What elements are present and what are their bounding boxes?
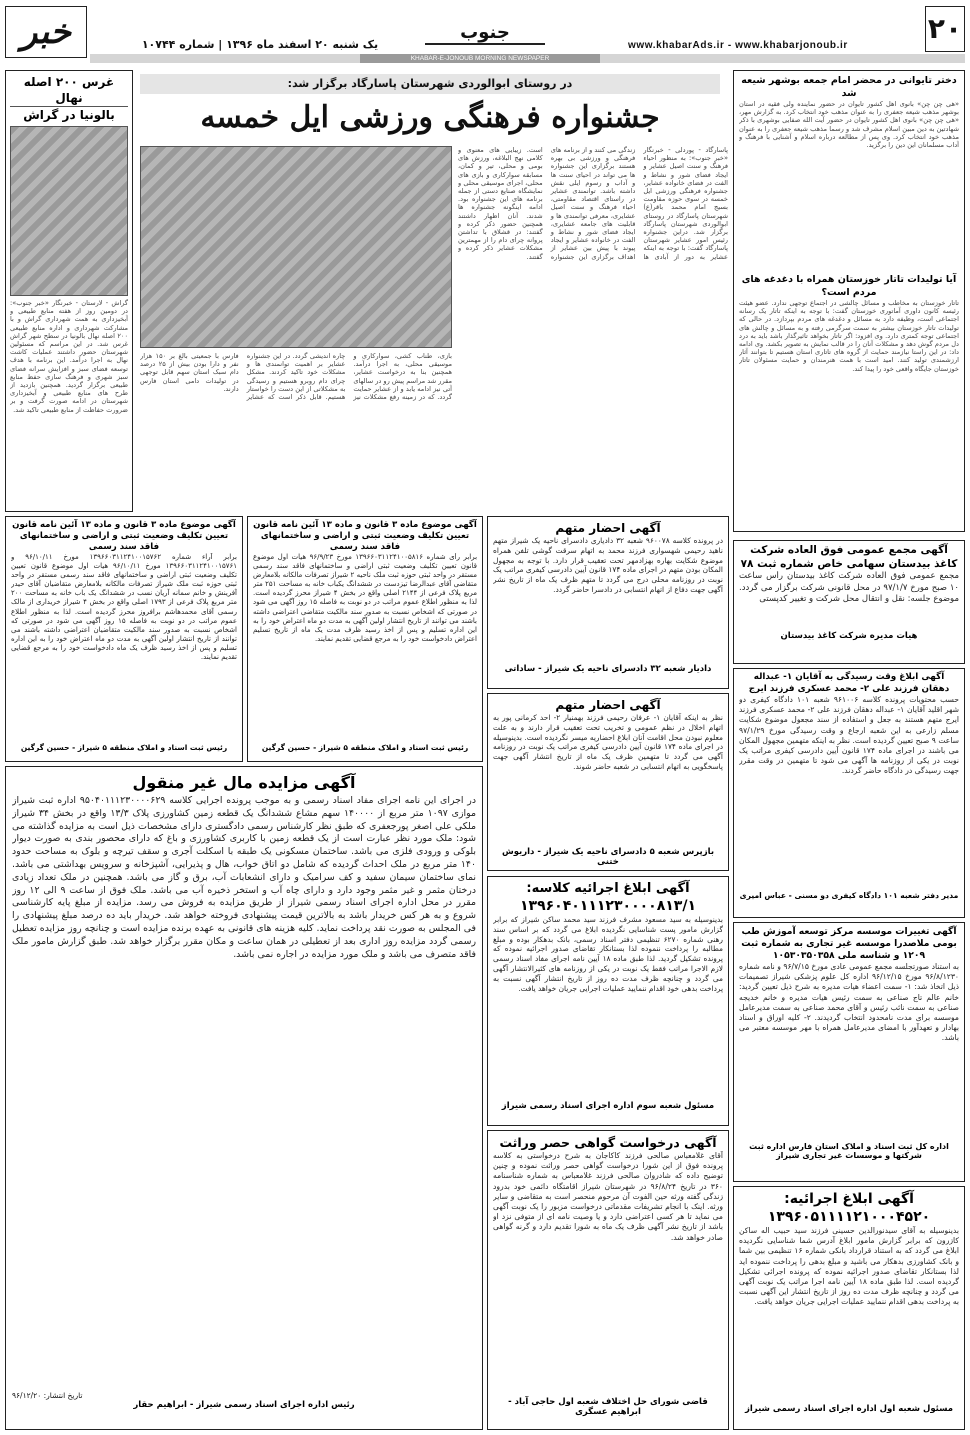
- law2-body: برابر آراء شماره ۱۳۹۶۶۰۳۱۱۲۴۱۰۰۱۵۷۶۲ مورخ ۹۶/۱۰/۱۱ و ۱۳۹۶۶۰۳۱۱۲۴۱۰۰۱۵۷۶۱ مورخ ۹۶/۱۰/۱۱ هیات اول موضوع قانون تعیین تکلیف وضعیت ثبتی اراضی و ساختمانهای فاقد سند رسمی مستقر در واحد ثبتی حوزه ثبت ملک شیراز تصرفات مالکانه بلامعارض متقاضیان آقای حیدر آفرینش و خانم سمانه آریان نسب در ششدانگ یک باب خانه به مساحت ۲۰۰ متر مربع پلاک فرعی از ۱۷۹۳ اصلی واقع در بخش ۴ شیراز خریداری از مالک رسمی آقای محمدهاشم برافروز محرز گردیده است. لذا به منظور اطلاع عموم مراتب در دو نوبت به فاصله ۱۵ روز آگهی می شود در صورتی که اشخاص نسبت به صدور سند مالکیت متقاضیان اعتراضی داشته باشند می توانند از تاریخ انتشار اولین آگهی به مدت دو ماه اعتراض خود را به این اداره تسلیم و پس از اخذ رسید ظرف یک ماه دادخواست خود را به مرجع قضایی تقدیم نمایند.: [11, 553, 237, 662]
- article-title-saplings: غرس ۲۰۰ اصله نهال: [10, 74, 128, 107]
- masthead-subtitle: KHABAR-E-JONOUB MORNING NEWSPAPER: [360, 54, 600, 63]
- auction-signature: رئیس اداره اجرای اسناد رسمی شیراز - ابراهیم حقار: [133, 1400, 355, 1410]
- summons2-signature: بازپرس شعبه ۵ دادسرای ناحیه یک شیراز - داریوش ختنی: [501, 847, 715, 867]
- land-registry-ad-2: [5, 516, 243, 762]
- institute-changes-signature: اداره کل ثبت اسناد و املاک استان فارس اداره ثبت شرکتها و موسسات غیر تجاری شیراز: [749, 1142, 949, 1160]
- institute-changes-title: آگهی تغییرات موسسه مرکز توسعه آموزش طب بومی ملاصدرا موسسه غیر تجاری به شماره ثبت ۱۲۰۹ و شناسه ملی ۱۰۵۳۰۳۵۰۳۵۸: [741, 926, 957, 961]
- newspaper-logo: خبر: [20, 12, 72, 52]
- law2-title: آگهی موضوع ماده ۳ قانون و ماده ۱۳ آئین نامه قانون تعیین تکلیف وضعیت ثبتی و اراضی و ساختمانهای فاقد سند رسمی: [12, 520, 236, 552]
- inheritance-body: آقای غلامعباس صالحی فرزند کاکاجان به شرح درخواستی به کلاسه پرونده فوق از این شورا درخواست گواهی حصر وراثت نموده و چنین توضیح داده که شادروان صالحی فرزند غلامعباس به شماره شناسنامه ۳۶۰ در تاریخ ۹۶/۸/۲۴ در شهرستان شیراز اقامتگاه دائمی خود بدرود زندگی گفته ورثه حین الفوت آن مرحوم منحصر است به متقاضی و سایر ورثه. اینک با انجام تشریفات مقدماتی درخواست مزبور را یک نوبت آگهی می نماید تا هر کسی اعتراضی دارد و یا وصیت نامه ای از متوفی نزد او باشد از تاریخ نشر آگهی ظرف یک ماه به شورا تقدیم دارد و گرنه گواهی صادر خواهد شد.: [493, 1151, 723, 1242]
- left-news-box: [5, 70, 133, 512]
- article-title-taiwan: دختر تایوانی در محضر امام جمعه بوشهر شیعه شد: [741, 75, 957, 99]
- auction-title: آگهی مزایده مال غیر منقول: [132, 773, 356, 792]
- land-registry-ad-1: [247, 516, 483, 762]
- page-number: ۲۰: [927, 12, 963, 45]
- article-body-theater: تاتار خوزستان به مخاطب و مسائل چالشی در اجتماع توجهی ندارد. عضو هیئت رئیسه کانون داوری آماتوری خوزستان گفت: با توجه به اینکه تاتار یک رسانه اجتماعی است، وظیفه دارد به مسائل و دغدغه های مردم بپردازد. در حالی که تولیدات تاتار خوزستان بیشتر به سمت سرگرمی رفته و به مسائل و چالش های اجتماعی توجه کمتری دارد. وی افزود: اگر تاتار بخواهد تاثیرگذار باشد باید به درد دل مردم گوش دهد و مشکلات آنان را در قالب نمایش به تصویر بکشد. وی ادامه داد: در این راستا نیازمند حمایت از گروه های تاتاری استان هستیم تا بتوانند آثار ارزشمندی تولید کنند. امید است با همت هنرمندان و حمایت مسئولان تاتار خوزستان جایگاه واقعی خود را پیدا کند.: [739, 299, 959, 373]
- law2-signature: رئیس ثبت اسناد و املاک منطقه ۵ شیراز - حسین گرگین: [20, 743, 228, 752]
- main-article-body: پاسارگاد - پوردلی - خبرنگار «خبر جنوب»: به منظور احیاء فرهنگ و سنت اصیل عشایر و ایجاد فضای شور و نشاط و الفت در فضای خانواده عشایر، جشنواره فرهنگی ورزشی ایل خمسه در سوی حوزه مقاومت بسیج امام محمد باقر(ع) شهرستان پاسارگاد در روستای ابوالوردی شهرستان پاسارگاد برگزار شد. دراین جشنواره رئیس امور عشایر شهرستان پاسارگاد گفت: با توجه به اینکه عشایر به دور از آبادی ها زندگی می کنند و از برنامه های فرهنگی و ورزشی بی بهره هستند برگزاری این جشنواره ها می تواند در احیای سنت ها و آداب و رسوم ایلی نقش داشته باشد. توانمندی عشایر در راستای اقتصاد مقاومتی، احیاء فرهنگ و سنت اصیل عشایری، معرفی توانمندی ها و قابلیت های جامعه عشایری، ایجاد فضای شور و نشاط و الفت در خانواده عشایر و ایجاد پیوند با پیش بین عشایر از اهداف برگزاری این جشنواره است. زیبایی های معنوی و کلامی نهج البلاغه، ورزش های بومی و محلی، تیر و کمان، مسابقه سوارکاری و بازی های محلی، اجرای موسیقی محلی و نمایشگاه صنایع دستی از جمله برنامه های این جشنواره بود. ادامه اینگونه جشنواره ها شدند. آنان اظهار داشتند همچنین حضور ذکر کرده و گفتند: در قشلاق با تداشتن پروانه چرای دام را از مهمترین مشکلات عشایر ذکر کرده و گفتند.: [458, 146, 728, 261]
- law1-body: برابر رأی شماره ۱۳۹۶۶۰۳۱۱۲۴۱۰۰۵۸۱۶ مورخ ۹۶/۹/۲۳ هیات اول موضوع قانون تعیین تکلیف وضعیت ثبتی اراضی و ساختمانهای فاقد سند رسمی مستقر در واحد ثبتی حوزه ثبت ملک ناحیه ۲ شیراز تصرفات مالکانه بلامعارض متقاضی آقای عبدالرضا تیزدست در ششدانگ یکباب خانه به مساحت ۲۵۱ متر مربع پلاک فرعی از ۲۱۴۴ اصلی واقع در بخش ۴ شیراز محرز گردیده است. لذا به منظور اطلاع عموم مراتب در دو نوبت به فاصله ۱۵ روز آگهی می شود در صورتی که اشخاص نسبت به صدور سند مالکیت متقاضی اعتراضی داشته باشند می توانند از تاریخ انتشار اولین آگهی به مدت دو ماه اعتراض خود را به این اداره تسلیم و پس از اخذ رسید ظرف مدت یک ماه از تاریخ تسلیم اعتراض دادخواست خود را به مرجع قضایی تقدیم نمایند.: [253, 553, 477, 643]
- auction-date: تاریخ انتشار: ۹۶/۱۲/۲۰: [12, 1391, 83, 1400]
- article-body-saplings: گراش - لارستان - خبرنگار «خبر جنوب»: در دومین روز از هفته منابع طبیعی و آبخیزداری به همت شهرداری گراش و با مشارکت شهرداری و اداره منابع طبیعی ۲۰۰ اصله نهال بالونیا در سطح شهر گراش غرس شد. در این مراسم که مسئولین شهرستان حضور داشتند عملیات کاشت نهال به اجرا درآمد. این برنامه با هدف توسعه فضای سبز و افزایش سرانه فضای سبز شهری و فرهنگ سازی حفظ منابع طبیعی برگزار گردید. همچنین بازدید از طرح های منابع طبیعی و آبخیزداری شهرستان در ادامه صورت گرفت و بر ضرورت حفاظت از منابع طبیعی تاکید شد.: [10, 299, 128, 414]
- saplings-photo: [10, 126, 128, 296]
- execution-ad-2: [733, 1186, 965, 1430]
- hearing-notice-ad: [733, 668, 965, 918]
- summons2-title: آگهی احضار متهم: [555, 698, 661, 712]
- hearing-signature: مدیر دفتر شعبه ۱۰۱ دادگاه کیفری دو مسنی - عباس امیری: [739, 891, 959, 900]
- exec2-title: آگهی ابلاغ اجرائیه:: [784, 1191, 914, 1207]
- issue-date: یک شنبه ۲۰ اسفند ماه ۱۳۹۶ | شماره ۱۰۷۴۴: [141, 38, 379, 51]
- execution-ad-1: [487, 876, 729, 1126]
- exec1-number: ۱۳۹۶۰۴۰۱۱۱۲۳۰۰۰۰۸۱۳/۱: [519, 898, 696, 914]
- exec2-number: ۱۳۹۶۰۵۱۱۱۱۲۱۰۰۰۴۵۲۰: [767, 1209, 931, 1225]
- inheritance-title: آگهی درخواست گواهی حصر وراثت: [499, 1135, 717, 1150]
- inheritance-signature: قاضی شورای حل اختلاف شعبه اول حاجی آباد - ابراهیم عسگری: [508, 1397, 708, 1417]
- exec2-signature: مسئول شعبه اول اداره اجرای اسناد رسمی شیراز: [744, 1404, 954, 1414]
- summons1-body: در پرونده کلاسه ۹۶۰۰۷۸ شعبه ۳۲ دادیاری دادسرای ناحیه یک شیراز متهم ناهید رحیمی شهسواری فرزند محمد به اتهام سرقت گوشی تلفن همراه موضوع شکایت بهاره بهزادمهر تحت تعقیب قرار دارد. با توجه به مجهول المکان بودن متهم در اجرای ماده ۱۷۴ قانون آیین دادرسی کیفری مراتب یک نوبت در روزنامه محلی درج می گردد تا متهم ظرف یک ماه از تاریخ نشر آگهی جهت دفاع از اتهام انتسابی در دادسرا حاضر گردد.: [493, 536, 723, 594]
- exec1-body: بدینوسیله به سید مسعود مشرف فرزند سید محمد ساکن شیراز که برابر گزارش مامور پست شناسایی نگردیده ابلاغ می گردد که بر اساس سند رهنی شماره ۶۲۷۰ تنظیمی دفتر اسناد رسمی، بانک بدهکار بوده و مبلغ مطالبه را پرداخت ننموده لذا بستانکار تقاضای صدور اجرائیه نموده که پرونده تشکیل گردید. لذا طبق ماده ۱۸ آیین نامه اجرای مفاد اسناد رسمی لازم الاجرا مراتب فقط یک نوبت در یکی از روزنامه های کثیرالانتشار آگهی می گردد و چنانچه ظرف مدت ده روز از تاریخ انتشار آگهی نسبت به پرداخت بدهی خود اقدام ننمایید عملیات اجرایی جریان خواهد یافت.: [493, 915, 723, 993]
- institute-changes-ad: [733, 922, 965, 1182]
- hearing-title: آگهی ابلاغ وقت رسیدگی به آقایان ۱- عبداله دهقان فرزند علی ۲- محمد عسکری فرزند ایرج: [748, 672, 950, 694]
- hearing-body: حسب محتویات پرونده کلاسه ۹۶۱۰۰۶ شعبه ۱۰۱ دادگاه کیفری دو شهر اقلید آقایان ۱- عبداله دهقان فرزند علی ۲- محمد عسکری فرزند ایرج متهم هستند به جعل و استفاده از سند مجعول موضوع شکایت مسلم زارعی به این شعبه ارجاع و وقت رسیدگی مورخ ۹۷/۱/۲۹ ساعت ۹ صبح تعیین گردیده است. نظر به اینکه متهمین مجهول المکان می باشند در اجرای ماده ۱۷۴ قانون آیین دادرسی کیفری مراتب یک نوبت در یکی از روزنامه ها آگهی می شود تا متهمین در وقت مقرر جهت رسیدگی در دادگاه حاضر گردند.: [739, 695, 959, 776]
- assembly-title: آگهی مجمع عمومی فوق العاده شرکت کاغذ بیدستان سهامی خاص شماره ثبت ۷۸: [740, 544, 958, 570]
- festival-photo: [140, 146, 452, 348]
- article-title-theater: آیا تولیدات تاتار خوزستان همراه با دغدغه های مردم است؟: [741, 274, 957, 298]
- right-news-column: [733, 70, 965, 532]
- site-urls: www.khabarAds.ir - www.khabarjonoub.ir: [628, 40, 848, 51]
- article-body-taiwan: «هی چن چن» بانوی اهل کشور تایوان در حضور نماینده ولی فقیه در استان بوشهر مذهب شیعه جعفری را به عنوان مذهب خود انتخاب کرد. به گزارش مهر، «هی چن چن» بانوی اهل کشور تایوان در حضور آیت الله صفایی بوشهری با ذکر شهادتین به دین مبین اسلام مشرف شد و رسما مذهب شیعه جعفری را به عنوان مذهب خود انتخاب کرد. وی پس از مطالعه درباره اسلام و آشنایی با فرهنگ و آداب مسلمانان این دین را برگزید.: [739, 100, 959, 150]
- article-subtitle-saplings: بالونیا در گراش: [23, 108, 115, 122]
- auction-ad: [5, 766, 483, 1430]
- summons1-signature: دادیار شعبه ۳۲ دادسرای ناحیه یک شیراز - ساداتی: [504, 664, 712, 674]
- institute-changes-body: به استناد صورتجلسه مجمع عمومی عادی مورخ ۹۶/۷/۱۵ و نامه شماره ۹۶/۸/۱۲۳۰ مورخ ۹۶/۱۲/۱۵ اداره کل علوم پزشکی شیراز تصمیمات ذیل اتخاذ شد: ۱- سمت اعضاء هیات مدیره به شرح ذیل تعیین گردید: خانم عالم تاج صناعی به سمت رئیس هیات مدیره و خانم خدیجه صناعی به سمت نائب رئیس و آقای محمد صناعی به سمت مدیرعامل موسسه برای مدت نامحدود انتخاب گردیدند. ۲- کلیه اوراق و اسناد بهادار و تعهدآور با امضای مدیرعامل همراه با مهر موسسه معتبر می باشد.: [739, 962, 959, 1043]
- summons-ad-2: [487, 693, 729, 871]
- main-article-kicker: در روستای ابوالوردی شهرستان پاسارگاد برگزار شد:: [140, 74, 720, 94]
- exec1-title: آگهی ابلاغ اجرائیه کلاسه:: [526, 881, 690, 896]
- summons2-body: نظر به اینکه آقایان ۱- عرفان رحیمی فرزند بهمنیار ۲- احد کرمانی پور به اتهام اخلال در نظم عمومی و تخریب تحت تعقیب قرار دارند و به علت معلوم نبودن محل اقامت آنان ابلاغ احضاریه میسر نگردیده است. بدینوسیله در اجرای ماده ۱۷۴ قانون آیین دادرسی کیفری مراتب یک نوبت در روزنامه آگهی می گردد تا متهمین ظرف یک ماه از تاریخ انتشار آگهی جهت پاسخگویی به اتهام انتسابی در شعبه حاضر شوند.: [493, 713, 723, 771]
- assembly-signature: هیات مدیره شرکت کاغذ بیدستان: [780, 631, 918, 641]
- summons-ad-1: [487, 516, 729, 689]
- summons1-title: آگهی احضار متهم: [555, 521, 661, 535]
- main-article-body-continued: بازی، طناب کشی، سوارکاری و موسیقی محلی، به اجرا درآمد. همچنین بنا به درخواست عشایر، مقرر شد مراسم پیش رو در سالهای آتی نیز ادامه یابد و از عشایر حمایت گردد. که در زمینه رفع مشکلات نیز چاره اندیشی گردد. در این جشنواره عشایر بر اهمیت توانمندی ها و مشکلات خود تاکید کردند. مشکل چرای دام روبرو هستیم و رسیدگی به مشکلاتی از این دست را خواستار هستیم. قابل ذکر است که عشایر فارس با جمعیتی بالغ بر ۱۵۰ هزار نفر و دارا بودن بیش از ۲۵ درصد دام سبک استان سهم قابل توجهی در تولیدات دامی استان فارس دارند.: [140, 352, 452, 402]
- assembly-body: مجمع عمومی فوق العاده شرکت کاغذ بیدستان رأس ساعت ۱۰ صبح مورخ ۹۷/۱/۷ در محل قانونی شرکت برگزار می گردد. موضوع جلسه: نقل و انتقال محل شرکت و تغییر کدپستی: [739, 571, 959, 604]
- assembly-ad: [733, 540, 965, 664]
- page-number-box: [925, 6, 965, 52]
- law1-signature: رئیس ثبت اسناد و املاک منطقه ۵ شیراز - حسین گرگین: [261, 743, 469, 752]
- law1-title: آگهی موضوع ماده ۳ قانون و ماده ۱۳ آئین نامه قانون تعیین تکلیف وضعیت ثبتی و اراضی و ساختمانهای فاقد سند رسمی: [253, 520, 477, 552]
- section-label: جنوب: [425, 22, 545, 45]
- exec1-signature: مسئول شعبه سوم اداره اجرای اسناد رسمی شیراز: [501, 1101, 715, 1111]
- exec2-body: بدینوسیله به آقای سیدنورالدین حسینی فرزند سید حبیب اله ساکن کازرون که برابر گزارش مامور ابلاغ آدرس شما شناسایی نگردیده ابلاغ می گردد که به استناد قرارداد بانکی شماره ۱۶ تنظیمی بین شما و بانک کشاورزی بدهکار می باشید و مبلغ بدهی را پرداخت ننموده اید لذا بستانکار تقاضای صدور اجرائیه نموده که پرونده اجرائی تشکیل گردیده است. لذا طبق ماده ۱۸ آیین نامه اجرا مراتب یک نوبت آگهی می گردد و چنانچه ظرف مدت ده روز از تاریخ انتشار این آگهی نسبت به پرداخت بدهی اقدام ننمایید عملیات اجرایی جریان خواهد یافت.: [739, 1226, 959, 1307]
- auction-body: در اجرای این نامه اجرای مفاد اسناد رسمی و به موجب پرونده اجرایی کلاسه ۹۵۰۴۰۱۱۱۲۳۰۰۰۰۶۲۹ اداره ثبت شیراز موازی ۱۰۹۷ متر مربع از ۱۴۰۰۰۰ سهم مشاع ششدانگ یک قطعه زمین کشاورزی پلاک ۱۳/۳ واقع در بخش ۳۴ شیراز ملکی علی اصغر پورجعفری که طبق نظر کارشناس رسمی دادگستری دارای مشخصات ذیل است به مزایده گذاشته می شود: ملک مورد نظر عبارت است از یک قطعه زمین با کاربری کشاورزی و باغ که دارای محصور بندی به صورت دیوار بلوکی و ورودی فلزی می باشد. ساختمان مسکونی یک طبقه با اسکلت آجری و سقف تیرچه و بلوک به مساحت حدود ۱۴۰ متر مربع در ملک احداث گردیده که شامل دو اتاق خواب، هال و پذیرایی، آشپزخانه و سرویس بهداشتی می باشد. نمای ساختمان سیمان سفید و کف سرامیک و دارای انشعابات آب، برق و گاز می باشد. همچنین در ملک تعداد زیادی درختان مثمر و غیر مثمر وجود دارد و دارای چاه آب و استخر ذخیره آب می باشد. ملک فوق از ساعت ۹ الی ۱۲ روز مقرر در محل اداره اجرای اسناد رسمی شیراز از طریق مزایده به فروش می رسد. مزایده از مبلغ پایه کارشناسی شروع و به هر کس خریدار باشد به بالاترین قیمت پیشنهادی فروخته خواهد شد. خریدار باید ده درصد مبلغ پیشنهادی را فی المجلس به صورت نقد پرداخت نماید. کلیه هزینه های قانونی به عهده برنده مزایده است و چنانچه روز مزایده تعطیل رسمی گردد مزایده روز اداری بعد از تعطیلی در همان ساعت و مکان مقرر برگزار خواهد شد. طبق گزارش مامور ملک فاقد متصرف می باشد و ملک مورد مزایده در اجاره نمی باشد.: [12, 795, 476, 960]
- logo-box: [5, 6, 87, 58]
- main-article-headline: جشنواره فرهنگی ورزشی ایل خمسه: [200, 100, 660, 135]
- inheritance-ad: [487, 1130, 729, 1430]
